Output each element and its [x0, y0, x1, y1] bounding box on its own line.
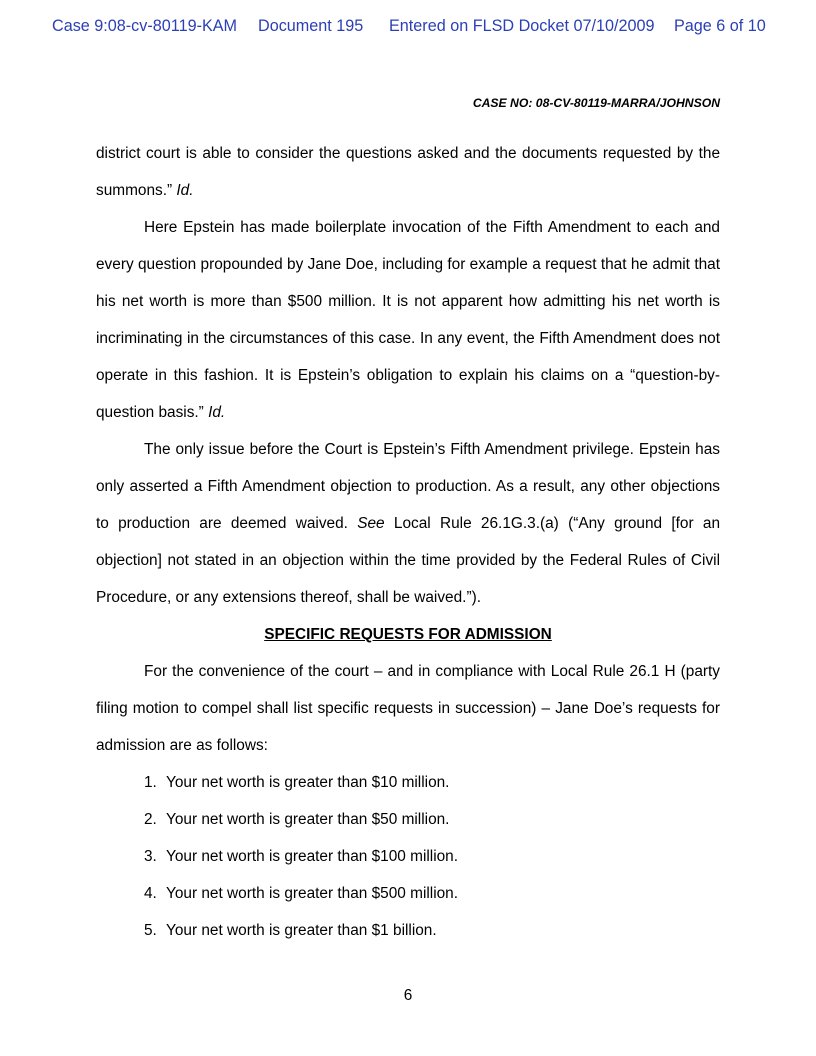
- docket-document-number: Document 195: [258, 17, 364, 35]
- list-item-text: Your net worth is greater than $50 million.: [166, 811, 450, 828]
- requests-for-admission-list: [96, 764, 720, 949]
- document-body: [96, 135, 720, 949]
- list-item-text: Your net worth is greater than $1 billion.: [166, 922, 437, 939]
- paragraph-text: Local Rule 26.1G.3.(a) (“Any ground [for an objection] not stated in an objection within the time provided by the Federal Rules of Civil Procedure, or any extensions thereof, shall be waived.”).: [96, 515, 720, 606]
- section-heading: SPECIFIC REQUESTS FOR ADMISSION: [264, 626, 552, 643]
- signal-see: See: [357, 515, 385, 532]
- paragraph-text: Here Epstein has made boilerplate invocation of the Fifth Amendment to each and every question propounded by Jane Doe, including for example a request that he admit that his net worth is more than $500 million. It is not apparent how admitting his net worth is incriminating in the circumstances of this case. In any event, the Fifth Amendment does not operate in this fashion. It is Epstein’s obligation to explain his claims on a “question-by-question basis.”: [96, 219, 720, 421]
- citation-id: Id.: [176, 182, 194, 199]
- docket-header: [0, 17, 816, 39]
- list-item: [96, 875, 720, 912]
- list-item-number: 5.: [144, 922, 157, 939]
- list-item-text: Your net worth is greater than $100 million.: [166, 848, 459, 865]
- paragraph-boilerplate-invocation: [96, 209, 720, 431]
- list-item-text: Your net worth is greater than $10 million.: [166, 774, 450, 791]
- paragraph-text: For the convenience of the court – and in compliance with Local Rule 26.1 H (party filing motion to compel shall list specific requests in succession) – Jane Doe’s requests for admission are as follows:: [96, 663, 720, 754]
- docket-page-count: Page 6 of 10: [674, 17, 766, 35]
- citation-id: Id.: [208, 404, 226, 421]
- list-item-number: 1.: [144, 774, 157, 791]
- paragraph-text: The only issue before the Court is Epstein’s Fifth Amendment privilege. Epstein has only asserted a Fifth Amendment objection to production. As a result, any other objections to production are deemed waived.: [96, 441, 720, 532]
- paragraph-only-issue: [96, 431, 720, 616]
- list-item: [96, 838, 720, 875]
- paragraph-summons: [96, 135, 720, 209]
- page-number: 6: [403, 987, 413, 1004]
- docket-case-number: Case 9:08-cv-80119-KAM: [52, 17, 238, 35]
- docket-entry-date: Entered on FLSD Docket 07/10/2009: [389, 17, 655, 35]
- paragraph-convenience: [96, 653, 720, 764]
- list-item-number: 4.: [144, 885, 157, 902]
- list-item: [96, 912, 720, 949]
- paragraph-text: district court is able to consider the questions asked and the documents requested by the summons.”: [96, 145, 720, 199]
- list-item-number: 2.: [144, 811, 157, 828]
- list-item: [96, 764, 720, 801]
- list-item-number: 3.: [144, 848, 157, 865]
- case-number-header: CASE NO: 08-CV-80119-MARRA/JOHNSON: [472, 96, 720, 110]
- list-item-text: Your net worth is greater than $500 million.: [166, 885, 459, 902]
- list-item: [96, 801, 720, 838]
